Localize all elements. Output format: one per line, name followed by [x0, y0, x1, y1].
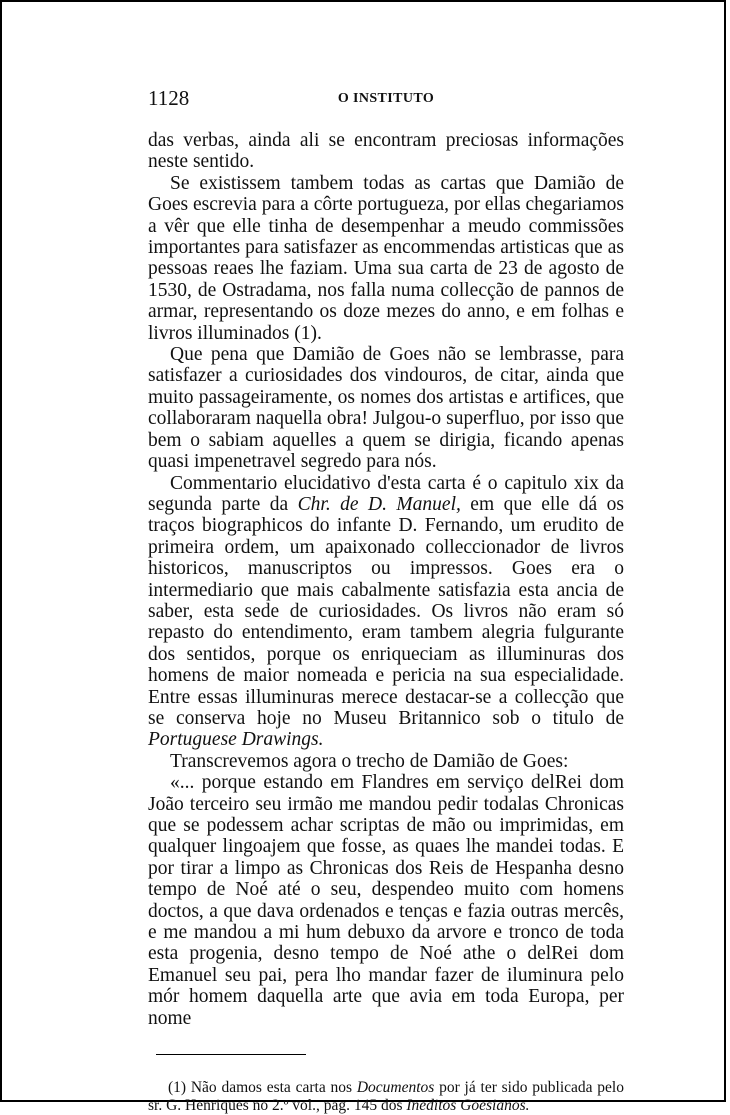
text-run: das verbas, ainda ali se encontram preciosas informações neste sentido.	[148, 130, 624, 173]
text-run: em que elle dá os traços biographicos do infante D. Fernando, um erudito de primeira ordem, um apaixonado colleccionador de livros historicos, manuscriptos ou impressos. Goes era o intermediario que mais cabalmente satisfazia esta ancia de saber, esta sede de curiosidades. Os livros não eram só repasto do entendimento, eram tambem alegria fulgurante dos sentidos, porque os enriqueciam as illuminuras dos homens de maior nomeada e pericia na sua especialidade. Entre essas illuminuras merece destacar-se a collecção que se conserva hoje no Museu Britannico sob o titulo de	[148, 493, 624, 729]
page-header	[148, 86, 624, 112]
italic-text: Documentos	[356, 1079, 435, 1097]
text-run: Transcrevemos agora o trecho de Damião de Goes:	[170, 750, 569, 772]
italic-text: Portuguese Drawings.	[148, 729, 324, 751]
page-number: 1128	[148, 86, 190, 110]
book-page	[148, 86, 624, 1115]
paragraph	[148, 473, 624, 751]
text-run: Commentario elucidativo d'esta carta é o capitulo xix da segunda parte da	[148, 472, 624, 515]
footnote	[148, 1079, 624, 1115]
text-run: por já ter sido publicada pelo sr. G. Henriques no 2.º vol., pag. 145 dos	[148, 1079, 624, 1115]
text-run: Que pena que Damião de Goes não se lembrasse, para satisfazer a curiosidades dos vindouros, de citar, ainda que muito passageiramente, os nomes dos artistas e artifices, que collaboraram naquella obra! Julgou-o superfluo, por isso que bem o sabiam aquelles a quem se dirigia, ficando apenas quasi impenetravel segredo para nós.	[148, 344, 624, 473]
footnote-divider	[156, 1054, 306, 1055]
paragraph	[148, 130, 624, 173]
paragraph	[148, 751, 624, 772]
text-run: (1) Não damos esta carta nos	[168, 1079, 357, 1097]
text-run: Se existissem tambem todas as cartas que Damião de Goes escrevia para a côrte portugueza, por ellas chegariamos a vêr que elle tinha de desempenhar a meudo commissões importantes para satisfazer as encommendas artisticas que as pessoas reaes lhe faziam. Uma sua carta de 23 de agosto de 1530, de Ostradama, nos falla numa collecção de pannos de armar, representando os doze mezes do anno, e em folhas e livros illuminados (1).	[148, 172, 624, 344]
body-text	[148, 130, 624, 1029]
running-title: O INSTITUTO	[337, 91, 435, 106]
italic-text: Chr. de D. Manuel,	[297, 493, 461, 515]
paragraph	[148, 173, 624, 344]
paragraph	[148, 344, 624, 472]
italic-text: Ineditos Goesianos.	[406, 1097, 530, 1115]
text-run: «... porque estando em Flandres em serviço delRei dom João terceiro seu irmão me mandou pedir todalas Chronicas que se podessem achar scriptas de mão ou imprimidas, em qualquer lingoajem que fosse, as quaes lhe mandei todas. E por tirar a limpo as Chronicas dos Reis de Hespanha desno tempo de Noé até o seu, despendeo muito com homens doctos, a que dava ordenados e tenças e fazia outras mercês, e me mandou a mi hum debuxo da arvore e tronco de toda esta progenia, desno tempo de Noé athe o delRei dom Emanuel seu pai, pera lho mandar fazer de iluminura pelo mór homem daquella arte que avia em toda Europa, per nome	[148, 772, 624, 1029]
paragraph	[148, 772, 624, 1029]
